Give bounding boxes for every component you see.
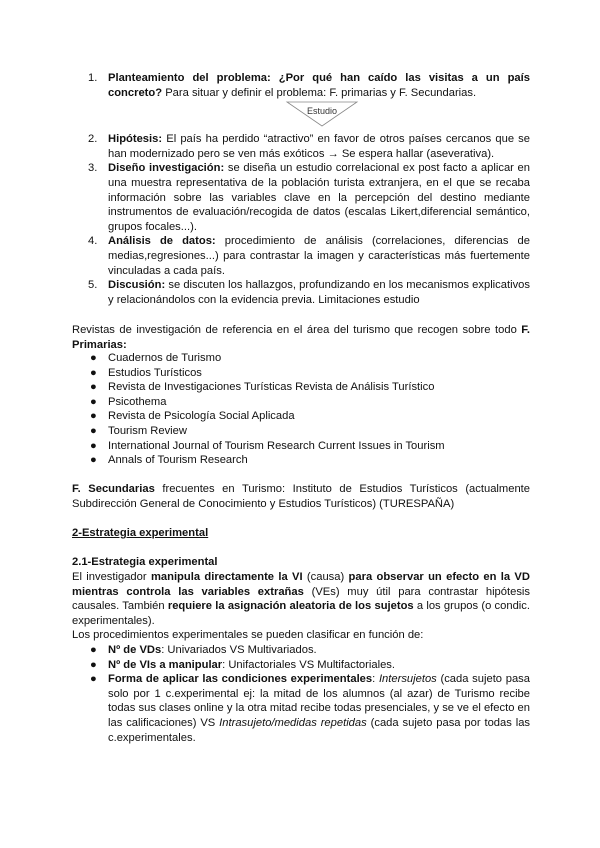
bullet: ● [90, 658, 97, 671]
classification-text: : Unifactoriales VS Multifactoriales. [222, 658, 395, 671]
p1-text: (causa) [302, 571, 349, 583]
journal-item [72, 409, 530, 424]
bullet: ● [90, 395, 97, 408]
step-title: Planteamiento del problema: [108, 72, 271, 84]
step-number: 2. [88, 133, 98, 146]
bullet: ● [90, 439, 97, 452]
classification-text: (cada sujeto pasa por todas las c.experimentales. [108, 716, 531, 744]
bullet: ● [90, 424, 97, 437]
step-text: Para situar y definir el problema: F. primarias y F. Secundarias. [162, 86, 477, 99]
step-title: Discusión: [108, 279, 166, 292]
journal-item [72, 380, 530, 395]
step-4 [72, 234, 530, 278]
classification-item [72, 658, 530, 673]
p1-bold: manipula directamente la VI [150, 571, 303, 583]
subsection-heading-text: 2.1-Estrategia experimental [72, 556, 218, 568]
step-5 [72, 278, 530, 307]
journal-name: Revista de Investigaciones Turísticas Revista de Análisis Turístico [108, 381, 435, 394]
classification-bold: Nº de VDs [108, 644, 162, 656]
bullet: ● [90, 673, 97, 686]
step-number: 1. [88, 72, 98, 84]
journal-item [72, 351, 530, 366]
journals-list [72, 351, 530, 468]
step-text: se diseña un estudio correlacional ex post facto a aplicar en una muestra representativa de la población turista extranjera, en el que se recaba información sobre las variables clave en la percepción del destino mediante instrumentos de evaluación/recogida de datos (escalas Likert,diferencial semántico, grupos focales...). [108, 162, 530, 233]
step-question: ¿Por qué han caído las visitas a un país concreto? [108, 72, 530, 99]
step-text: se discuten los hallazgos, profundizando en los mecanismos explicativos y relacionándolos con la evidencia previa. Limitaciones estudio [108, 279, 530, 306]
classification-bold: Nº de VIs a manipular [108, 658, 223, 671]
classification-item [72, 672, 530, 745]
secondary-sources [72, 482, 530, 511]
journal-name: Revista de Psicología Social Aplicada [108, 410, 295, 423]
step-number: 3. [88, 162, 98, 175]
section-heading-text: 2-Estrategia experimental [72, 527, 209, 539]
step-text: El país ha perdido “atractivo” en favor de otros países cercanos que se han modernizado pero se ven más exóticos → Se espera hallar (aseverativa). [108, 133, 530, 160]
classification-item [72, 643, 530, 658]
classification-italic: Intrasujeto/medidas repetidas [219, 716, 367, 729]
journal-item [72, 395, 530, 410]
journal-name: Psicothema [108, 395, 167, 408]
classification-text: : [372, 673, 379, 686]
classification-text: : Univariados VS Multivariados. [161, 644, 317, 656]
journal-name: Annals of Tourism Research [108, 454, 248, 467]
journal-item [72, 439, 530, 454]
journal-item [72, 424, 530, 439]
secondary-text: frecuentes en Turismo: Instituto de Estudios Turísticos (actualmente Subdirección General de Conocimiento y Estudios Turísticos) (TURESPAÑA) [72, 483, 530, 510]
journal-name: Cuadernos de Turismo [108, 352, 222, 364]
p1-text: El investigador [72, 571, 151, 583]
step-number: 4. [88, 235, 98, 248]
p1-bold: para observar un efecto en la VD mientras controla las variables extrañas [72, 571, 530, 598]
step-title: Análisis de datos: [108, 235, 216, 248]
step-text: procedimiento de análisis (correlaciones, diferencias de medias,regresiones...) para contrastar la imagen y características más fuertemente vinculadas a cada país. [108, 235, 530, 277]
classification-intro-text: Los procedimientos experimentales se pueden clasificar en función de: [72, 629, 424, 641]
estudio-diagram [72, 100, 530, 132]
classification-intro [72, 628, 530, 643]
journals-intro-text: Revistas de investigación de referencia en el área del turismo que recogen sobre todo [72, 324, 522, 336]
step-2 [72, 132, 530, 161]
journals-intro [72, 323, 530, 352]
journal-item [72, 366, 530, 381]
secondary-bold: F. Secundarias [72, 483, 155, 495]
journal-name: International Journal of Tourism Research Current Issues in Tourism [108, 439, 445, 452]
p1-bold: requiere la asignación aleatoria de los sujetos [167, 600, 414, 613]
classification-italic: Intersujetos [378, 673, 437, 686]
section-heading [72, 526, 530, 541]
classification-text: (cada sujeto pasa solo por 1 c.experimental ej: la mitad de los alumnos (al azar) de Turismo recibe todas sus clases online y la otra mitad recibe todas presenciales, y se ve el efecto en las calificaciones) VS [108, 673, 530, 729]
step-number: 5. [88, 279, 98, 292]
bullet: ● [90, 381, 97, 394]
journal-name: Tourism Review [108, 424, 187, 437]
estudio-label: Estudio [306, 106, 338, 117]
bullet: ● [90, 644, 97, 656]
step-3 [72, 161, 530, 234]
journals-intro-bold: F. Primarias: [72, 324, 530, 351]
classification-list [72, 643, 530, 745]
bullet: ● [90, 410, 97, 423]
bullet: ● [90, 454, 97, 467]
step-title: Hipótesis: [108, 133, 163, 146]
step-1 [72, 71, 530, 100]
bullet: ● [90, 366, 97, 379]
bullet: ● [90, 352, 97, 364]
p1-text: a los grupos (o condic. experimentales). [72, 600, 530, 627]
journal-item [72, 453, 530, 468]
step-title: Diseño investigación: [108, 162, 225, 175]
subsection-heading [72, 555, 530, 570]
experimental-paragraph [72, 570, 530, 628]
journal-name: Estudios Turísticos [108, 366, 202, 379]
classification-bold: Forma de aplicar las condiciones experimentales [108, 673, 373, 686]
research-steps-list [72, 71, 530, 307]
p1-text: (VEs) muy útil para contrastar hipótesis causales. También [72, 585, 531, 613]
